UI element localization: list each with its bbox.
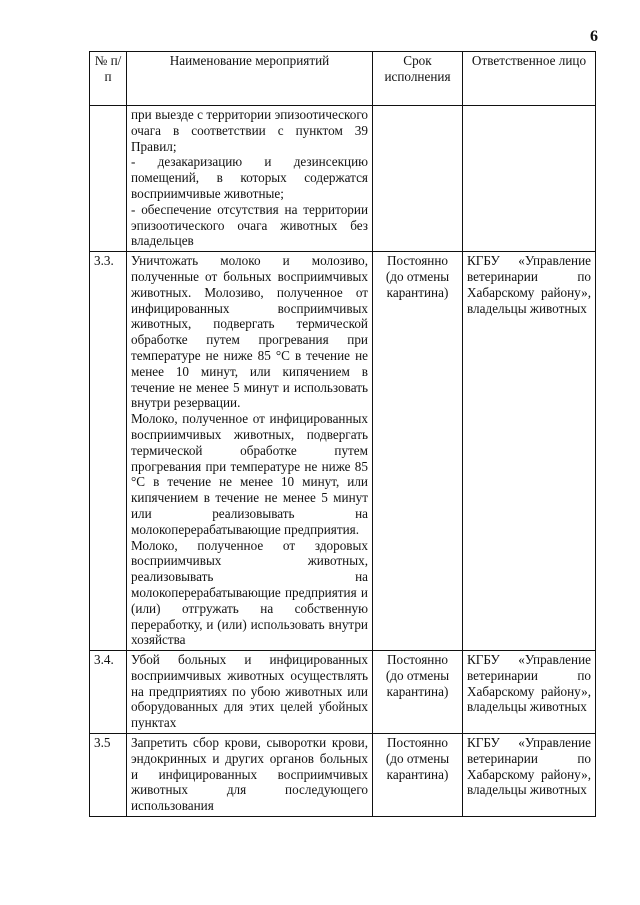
header-number: № п/п (90, 52, 127, 106)
header-measure-name: Наименование мероприятий (127, 52, 373, 106)
deadline: Постоянно (до отмены карантина) (373, 252, 463, 651)
header-responsible: Ответственное лицо (463, 52, 596, 106)
row-number: 3.4. (90, 651, 127, 734)
responsible-party (463, 106, 596, 252)
measure-name (127, 651, 373, 734)
table-body (90, 106, 596, 817)
measure-paragraph: Молоко, полученное от здоровых восприимчивых животных, реализовывать на молокоперерабатывающие предприятия и (или) отгружать на собственную переработку, и (или) использовать внутри хозяйства (131, 537, 368, 648)
responsible-party: КГБУ «Управление ветеринарии по Хабарскому району», владельцы животных (463, 651, 596, 734)
measure-name (127, 106, 373, 252)
row-number (90, 106, 127, 252)
measure-paragraph: Запретить сбор крови, сыворотки крови, эндокринных и других органов больных и инфицированных восприимчивых животных для последующего использования (131, 735, 368, 814)
table-row (90, 106, 596, 252)
measure-name (127, 734, 373, 817)
measure-paragraph: - дезакаризацию и дезинсекцию помещений, в которых содержатся восприимчивые животные; (131, 154, 368, 201)
measure-paragraph: - обеспечение отсутствия на территории эпизоотического очага животных без владельцев (131, 201, 368, 249)
responsible-party: КГБУ «Управление ветеринарии по Хабарскому району», владельцы животных (463, 734, 596, 817)
header-deadline: Срок исполнения (373, 52, 463, 106)
deadline: Постоянно (до отмены карантина) (373, 734, 463, 817)
responsible-party: КГБУ «Управление ветеринарии по Хабарскому району», владельцы животных (463, 252, 596, 651)
row-number: 3.3. (90, 252, 127, 651)
measure-paragraph: при выезде с территории эпизоотического очага в соответствии с пунктом 39 Правил; (131, 107, 368, 154)
measure-name (127, 252, 373, 651)
table-row (90, 252, 596, 651)
table-row (90, 651, 596, 734)
measure-paragraph: Убой больных и инфицированных восприимчивых животных осуществлять на предприятиях по убою животных или оборудованных для этих целей убойных пунктах (131, 652, 368, 731)
table-row (90, 734, 596, 817)
page-number: 6 (590, 28, 598, 45)
deadline (373, 106, 463, 252)
row-number: 3.5 (90, 734, 127, 817)
table-header-row (90, 52, 596, 106)
measure-paragraph: Молоко, полученное от инфицированных восприимчивых животных, подвергать термической обработке путем прогревания при температуре не ниже 85 °С в течение не менее 10 минут, или кипячением в течение не менее 5 минут или реализовывать на молокоперерабатывающие предприятия. (131, 411, 368, 537)
deadline: Постоянно (до отмены карантина) (373, 651, 463, 734)
measures-table (89, 51, 596, 817)
measure-paragraph: Уничтожать молоко и молозиво, полученные от больных восприимчивых животных. Молозиво, полученное от инфицированных восприимчивых животных, подвергать термической обработке путем прогревания при температуре не ниже 85 °С в течение не менее 10 минут, или кипячением в течение не менее 5 минут и использовать внутри резервации. (131, 253, 368, 411)
